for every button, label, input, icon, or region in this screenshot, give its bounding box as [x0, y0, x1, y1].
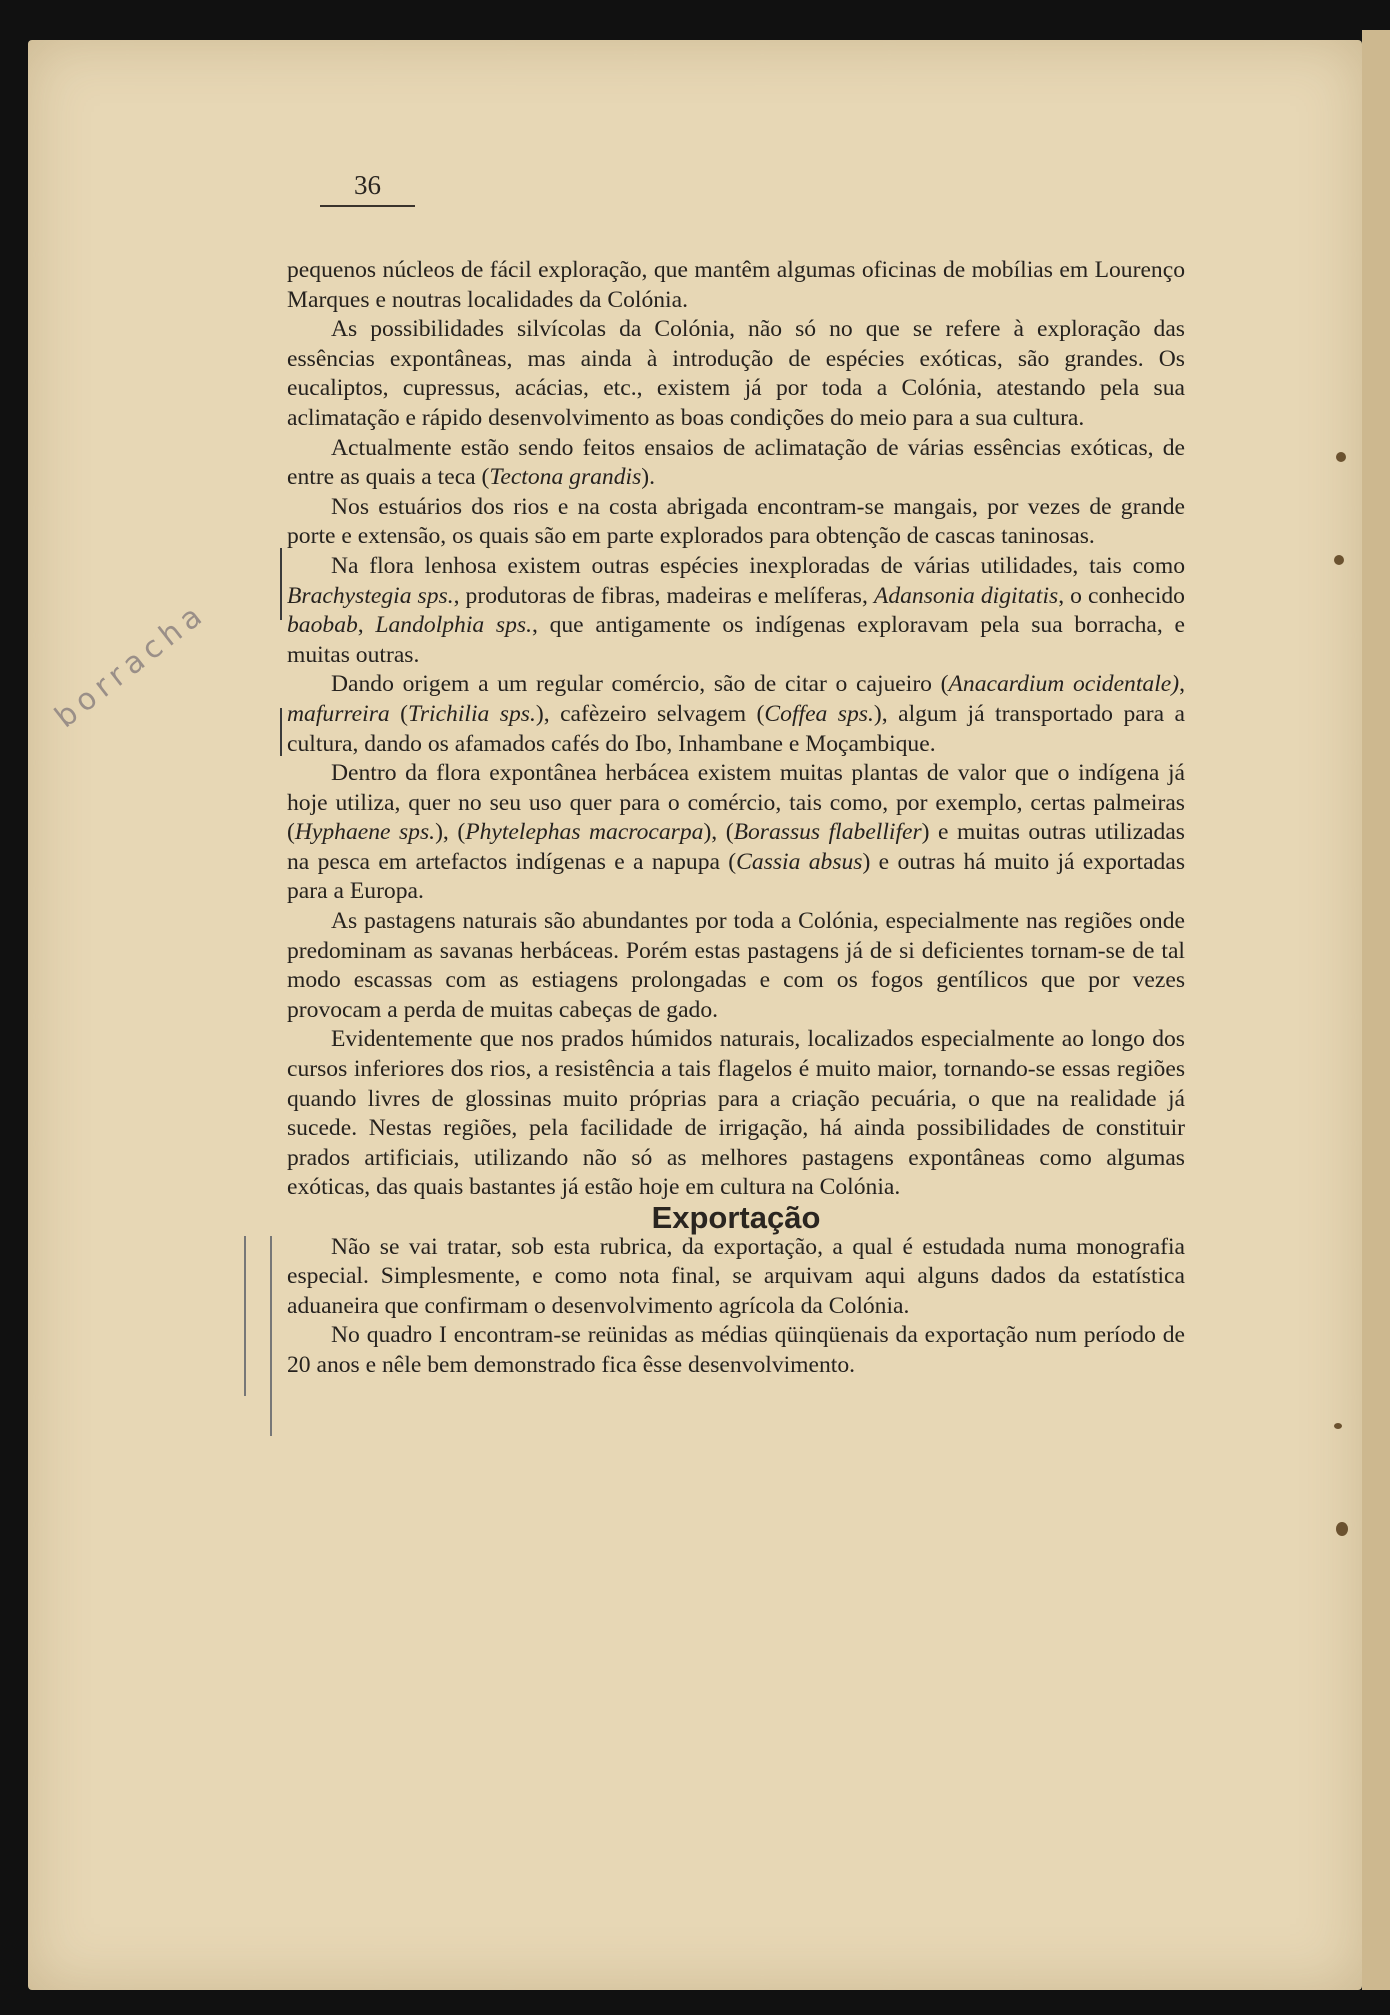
text-run: Na flora lenhosa existem outras espécies inexploradas de várias utilidades, tais como — [331, 552, 1185, 579]
stain-mark — [1334, 1423, 1342, 1429]
species-name: Adansonia digitatis — [873, 582, 1059, 609]
text-run: ). — [641, 464, 656, 491]
handwritten-margin-note: borracha — [48, 595, 214, 735]
paragraph: As pastagens naturais são abundantes por toda a Colónia, especialmente nas regiões onde predominam as savanas herbáceas. Porém estas pastagens já de si deficientes tornam-se de tal modo escassas com as estiagens prolongadas e com os fogos gentílicos que por vezes provocam a perda de muitas cabeças de gado. — [287, 908, 1185, 1023]
species-name: Coffea sps. — [764, 700, 874, 727]
species-name: Borassus flabellifer — [733, 819, 922, 846]
species-name: Anacardium ocidentale) — [948, 671, 1180, 698]
text-run: Dentro da flora expontânea herbácea existem muitas plantas de valor que o indígena já hoje utiliza, quer no seu uso quer para o comércio, tais como, por exemplo, certas palmeiras ( — [287, 760, 1185, 846]
text-run: , que antigamente os indígenas exploravam pela sua borracha, e muitas outras. — [287, 612, 1185, 668]
text-run: , o conhecido — [1058, 582, 1185, 609]
paragraph — [287, 759, 1185, 907]
paragraph — [287, 552, 1185, 670]
text-run: Dando origem a um regular comércio, são de citar o cajueiro ( — [331, 671, 949, 698]
species-name: Hyphaene sps. — [294, 819, 436, 846]
species-name: Brachystegia sps. — [287, 582, 454, 609]
paragraph — [287, 434, 1185, 493]
paragraph: Evidentemente que nos prados húmidos naturais, localizados especialmente ao longo dos cursos inferiores dos rios, a resistência a tais flagelos é muito maior, tornando-se essas regiões quando livres de glossinas muito próprias para a criação pecuária, o que na realidade já sucede. Nestas regiões, pela facilidade de irrigação, há ainda possibilidades de constituir prados artificiais, utilizando não só as melhores pastagens expontâneas como algumas exóticas, das quais bastantes já estão hoje em cultura na Colónia. — [287, 1026, 1185, 1201]
body-text — [287, 256, 1185, 1381]
species-name: Tectona grandis — [489, 464, 642, 491]
species-name: mafurreira — [287, 700, 390, 727]
text-run: ), ( — [703, 819, 734, 846]
text-run: ), algum já transportado para a cultura, dando os afamados cafés do Ibo, Inhambane e Moçambique. — [287, 700, 1185, 757]
text-run: ) e outras há muito já exportadas para a Europa. — [287, 848, 1185, 905]
paragraph: Não se vai tratar, sob esta rubrica, da exportação, a qual é estudada numa monografia especial. Simplesmente, e como nota final, se arquivam aqui alguns dados da estatística aduaneira que confirmam o desenvolvimento agrícola da Colónia. — [287, 1233, 1185, 1319]
text-run: ), cafèzeiro selvagem ( — [535, 700, 765, 727]
stain-mark — [1336, 452, 1346, 462]
pencil-mark — [280, 548, 282, 620]
pencil-mark — [280, 708, 282, 756]
pencil-mark — [270, 1236, 272, 1436]
species-name: Trichilia sps. — [408, 700, 536, 727]
text-run: ), ( — [435, 819, 466, 846]
species-name: Phytelephas macrocarpa — [465, 819, 704, 846]
paragraph: No quadro I encontram-se reünidas as médias qüinqüenais da exportação num período de 20 anos e nêle bem demonstrado fica êsse desenvolvimento. — [287, 1322, 1185, 1378]
page-number: 36 — [320, 170, 415, 207]
paragraph: pequenos núcleos de fácil exploração, que mantêm algumas oficinas de mobílias em Lourenço Marques e noutras localidades da Colónia. — [287, 257, 1185, 313]
paragraph: Nos estuários dos rios e na costa abrigada encontram-se mangais, por vezes de grande porte e extensão, os quais são em parte explorados para obtenção de cascas taninosas. — [287, 493, 1185, 550]
paragraph — [287, 670, 1185, 759]
text-run: , — [357, 612, 376, 639]
stain-mark — [1334, 555, 1344, 565]
text-run: , — [1179, 671, 1185, 698]
section-heading: Exportação — [651, 1200, 821, 1235]
text-run: ) e muitas outras utilizadas na pesca em artefactos indígenas e a napupa ( — [287, 819, 1185, 875]
species-name: Cassia absus — [736, 848, 863, 875]
text-run: Actualmente estão sendo feitos ensaios de aclimatação de várias essências exóticas, de entre as quais a teca ( — [287, 434, 1185, 491]
pencil-mark — [244, 1236, 246, 1396]
text-run: , produtoras de fibras, madeiras e melíferas, — [453, 582, 874, 609]
species-name: baobab — [287, 612, 358, 639]
paragraph: As possibilidades silvícolas da Colónia, não só no que se refere à exploração das essências expontâneas, mas ainda à introdução de espécies exóticas, são grandes. Os eucaliptos, cupressus, acácias, etc., existem já por toda a Colónia, atestando pela sua aclimatação e rápido desenvolvimento as boas condições do meio para a sua cultura. — [287, 316, 1185, 431]
stain-mark — [1336, 1522, 1348, 1536]
next-page-edge — [1362, 30, 1390, 1990]
species-name: Landolphia sps. — [375, 612, 532, 639]
text-run: ( — [389, 700, 409, 727]
